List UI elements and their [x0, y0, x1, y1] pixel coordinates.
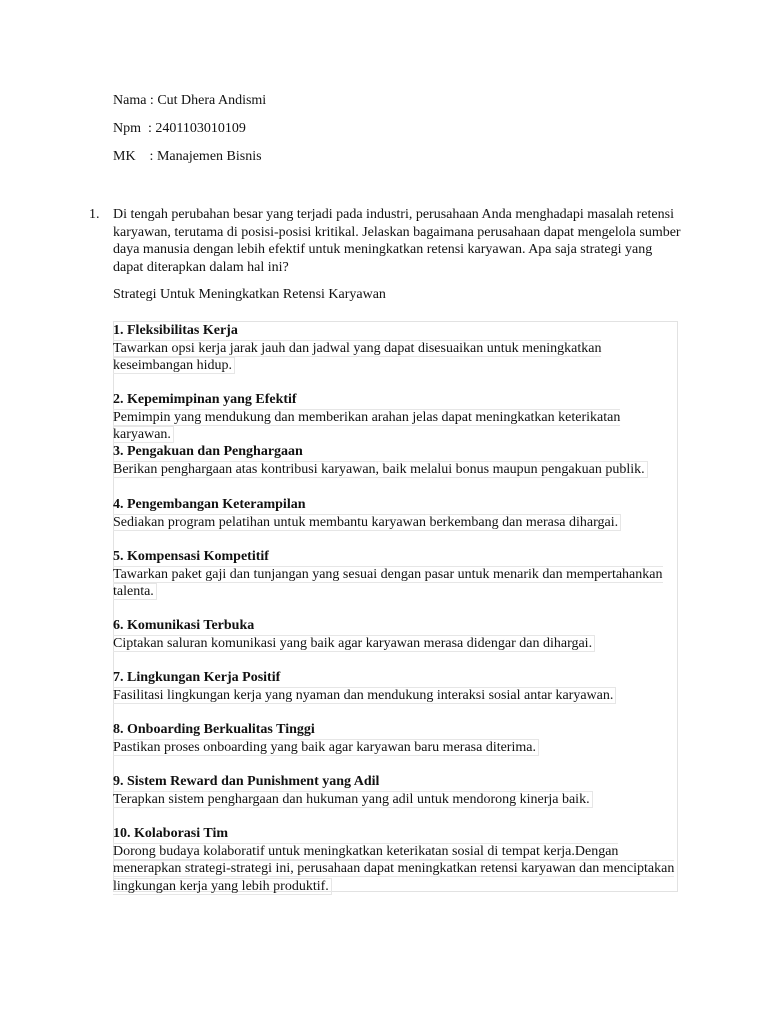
question-text: Di tengah perubahan besar yang terjadi pada industri, perusahaan Anda menghadapi masalah retensi karyawan, terutama di posisi-posisi kritikal. Jelaskan bagaimana perusahaan dapat mengelola sumber daya manusia dengan lebih efektif untuk meningkatkan retensi karyawan. Apa saja strategi yang dapat diterapkan dalam hal ini? — [113, 207, 681, 275]
strategy-title: 1. Fleksibilitas Kerja — [113, 323, 238, 338]
strategy-item — [113, 617, 678, 652]
strategy-title: 10. Kolaborasi Tim — [113, 826, 229, 841]
strategy-title: 3. Pengakuan dan Penghargaan — [113, 444, 303, 459]
strategy-item — [113, 773, 678, 808]
strategy-desc: Tawarkan paket gaji dan tunjangan yang sesuai dengan pasar untuk menarik dan mempertahankan talenta. — [113, 566, 663, 599]
strategy-title: 4. Pengembangan Keterampilan — [113, 497, 306, 512]
strategy-title: 5. Kompensasi Kompetitif — [113, 549, 269, 564]
strategy-title: 6. Komunikasi Terbuka — [113, 618, 255, 633]
course-name: MK : Manajemen Bisnis — [113, 149, 262, 164]
strategy-title: 7. Lingkungan Kerja Positif — [113, 670, 281, 685]
strategy-desc: Dorong budaya kolaboratif untuk meningkatkan keterikatan sosial di tempat kerja.Dengan menerapkan strategi-strategi ini, perusahaan dapat meningkatkan retensi karyawan dan menciptakan lingkungan kerja yang lebih produktif. — [113, 843, 675, 894]
section-title: Strategi Untuk Meningkatkan Retensi Karyawan — [113, 287, 386, 302]
student-name: Nama : Cut Dhera Andismi — [113, 93, 267, 108]
question-number: 1. — [89, 207, 100, 222]
strategy-desc: Pastikan proses onboarding yang baik agar karyawan baru merasa diterima. — [113, 739, 539, 756]
strategy-desc: Tawarkan opsi kerja jarak jauh dan jadwal yang dapat disesuaikan untuk meningkatkan keseimbangan hidup. — [113, 340, 602, 373]
strategy-desc: Fasilitasi lingkungan kerja yang nyaman dan mendukung interaksi sosial antar karyawan. — [113, 687, 616, 704]
strategy-desc: Ciptakan saluran komunikasi yang baik agar karyawan merasa didengar dan dihargai. — [113, 635, 595, 652]
strategy-title: 2. Kepemimpinan yang Efektif — [113, 392, 297, 407]
strategy-desc: Sediakan program pelatihan untuk membantu karyawan berkembang dan merasa dihargai. — [113, 514, 621, 531]
strategy-item — [113, 721, 678, 756]
strategy-item — [113, 322, 678, 375]
strategy-desc: Berikan penghargaan atas kontribusi karyawan, baik melalui bonus maupun pengakuan publik. — [113, 461, 648, 478]
strategy-item — [113, 548, 678, 601]
strategy-title: 8. Onboarding Berkualitas Tinggi — [113, 722, 315, 737]
student-npm: Npm : 2401103010109 — [113, 121, 246, 136]
strategy-item — [113, 496, 678, 531]
strategy-desc: Pemimpin yang mendukung dan memberikan arahan jelas dapat meningkatkan keterikatan karyawan. — [113, 409, 621, 442]
strategy-item — [113, 669, 678, 704]
strategy-desc: Terapkan sistem penghargaan dan hukuman yang adil untuk mendorong kinerja baik. — [113, 791, 593, 808]
strategy-item — [113, 825, 678, 895]
strategy-item — [113, 443, 678, 478]
strategy-item — [113, 391, 678, 444]
strategy-title: 9. Sistem Reward dan Punishment yang Adil — [113, 774, 380, 789]
